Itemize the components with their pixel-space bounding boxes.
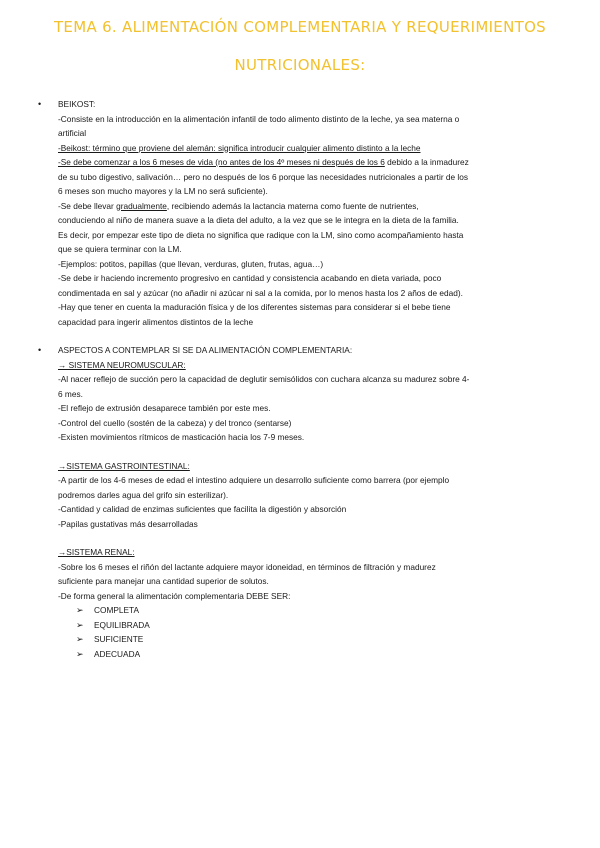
- requirements-list: [58, 603, 558, 661]
- paragraph-line: -De forma general la alimentación complementaria DEBE SER:: [58, 590, 291, 601]
- subsection-title-gastrointestinal: →SISTEMA GASTROINTESTINAL:: [58, 460, 190, 471]
- paragraph-line: podremos darles agua del grifo sin esterilizar).: [58, 489, 229, 500]
- bullet-icon: •: [38, 345, 42, 355]
- section-heading: ASPECTOS A CONTEMPLAR SI SE DA ALIMENTACIÓN COMPLEMENTARIA:: [58, 345, 353, 355]
- underlined-text: -Se debe comenzar a los 6 meses de vida: [58, 157, 213, 167]
- beikost-section: [38, 97, 558, 329]
- paragraph-line: -Se debe ir haciendo incremento progresivo en cantidad y consistencia acabando en dieta variada, poco: [58, 273, 442, 283]
- arrow-bullet-icon: ➢: [76, 634, 84, 644]
- paragraph-line: -Al nacer reflejo de succión pero la capacidad de deglutir semisólidos con cuchara alcanza su madurez sobre 4-: [58, 374, 470, 384]
- paragraph-line: -Existen movimientos rítmicos de masticación hacia los 7-9 meses.: [58, 432, 305, 442]
- paragraph-line: que se quiera terminar con la LM.: [58, 244, 182, 254]
- paragraph-line: -Control del cuello (sostén de la cabeza) y del tronco (sentarse): [58, 417, 292, 428]
- paragraph-line: -Hay que tener en cuenta la maduración física y de los diferentes sistemas para considerar si el bebe tiene: [58, 302, 451, 312]
- paragraph-line: artificial: [58, 128, 87, 138]
- list-item-text: COMPLETA: [94, 605, 140, 615]
- list-item: [76, 647, 558, 662]
- subsection-title-neuromuscular: → SISTEMA NEUROMUSCULAR:: [58, 359, 186, 370]
- paragraph-line: capacidad para ingerir alimentos distintos de la leche: [58, 316, 254, 327]
- paragraph-line: de su tubo digestivo, salivación… pero no después de los 6 porque las necesidades nutricionales a partir de los: [58, 171, 469, 182]
- paragraph-line: 6 mes.: [58, 388, 83, 399]
- arrow-bullet-icon: ➢: [76, 619, 84, 630]
- paragraph-line: -Cantidad y calidad de enzimas suficientes que facilita la digestión y absorción: [58, 504, 347, 514]
- paragraph-line: [58, 155, 558, 170]
- page-title-line-1: TEMA 6. ALIMENTACIÓN COMPLEMENTARIA Y REQUERIMIENTOS: [53, 18, 547, 36]
- paragraph-line: condimentada en sal y azúcar (no añadir ni azúcar ni sal a la comida, por lo menos hasta los 2 años de edad).: [58, 287, 463, 298]
- paragraph-line: conduciendo al niño de manera suave a la dieta del adulto, a la vez que se le integra en la dieta de la familia.: [58, 215, 459, 225]
- definition-line: -Beikost: término que proviene del alemán: significa introducir cualquier alimento distinto a la leche: [58, 142, 421, 153]
- aspectos-section: [38, 343, 558, 661]
- text: , recibiendo además la lactancia materna como fuente de nutrientes,: [166, 200, 419, 211]
- bullet-icon: •: [38, 99, 42, 109]
- list-item-text: EQUILIBRADA: [94, 619, 150, 630]
- list-item: [76, 632, 558, 647]
- paragraph-line: -El reflejo de extrusión desaparece también por este mes.: [58, 403, 271, 413]
- section-heading: BEIKOST:: [58, 99, 96, 109]
- paragraph-line: -Ejemplos: potitos, papillas (que llevan, verduras, gluten, frutas, agua…): [58, 258, 324, 269]
- list-item-text: SUFICIENTE: [94, 634, 144, 644]
- text: -Se debe llevar: [58, 200, 117, 211]
- subsection-title-renal: →SISTEMA RENAL:: [58, 547, 135, 557]
- arrow-bullet-icon: ➢: [76, 605, 84, 615]
- page-title-line-2: NUTRICIONALES:: [234, 56, 366, 74]
- paragraph-line: suficiente para manejar una cantidad superior de solutos.: [58, 576, 269, 586]
- list-item: [76, 618, 558, 633]
- paragraph-line: -A partir de los 4-6 meses de edad el intestino adquiere un desarrollo suficiente como barrera (por ejemplo: [58, 475, 450, 485]
- paragraph-line: -Papilas gustativas más desarrolladas: [58, 518, 198, 529]
- paragraph-line: Es decir, por empezar este tipo de dieta no significa que radique con la LM, sino como acompañamiento hasta: [58, 229, 464, 240]
- arrow-bullet-icon: ➢: [76, 648, 84, 659]
- list-item-text: ADECUADA: [94, 648, 141, 659]
- underlined-text: (no antes de los 4º meses ni después de los 6: [212, 157, 385, 167]
- text: debido a la inmadurez: [384, 157, 469, 167]
- paragraph-line: -Sobre los 6 meses el riñón del lactante adquiere mayor idoneidad, en términos de filtración y madurez: [58, 561, 436, 572]
- underlined-text: gradualmente: [116, 200, 167, 211]
- paragraph-line: 6 meses son mucho mayores y la LM no será suficiente).: [58, 186, 268, 196]
- list-item: [76, 603, 558, 618]
- paragraph-line: -Consiste en la introducción en la alimentación infantil de todo alimento distinto de la leche, ya sea materna o: [58, 113, 460, 124]
- paragraph-line: [58, 199, 558, 214]
